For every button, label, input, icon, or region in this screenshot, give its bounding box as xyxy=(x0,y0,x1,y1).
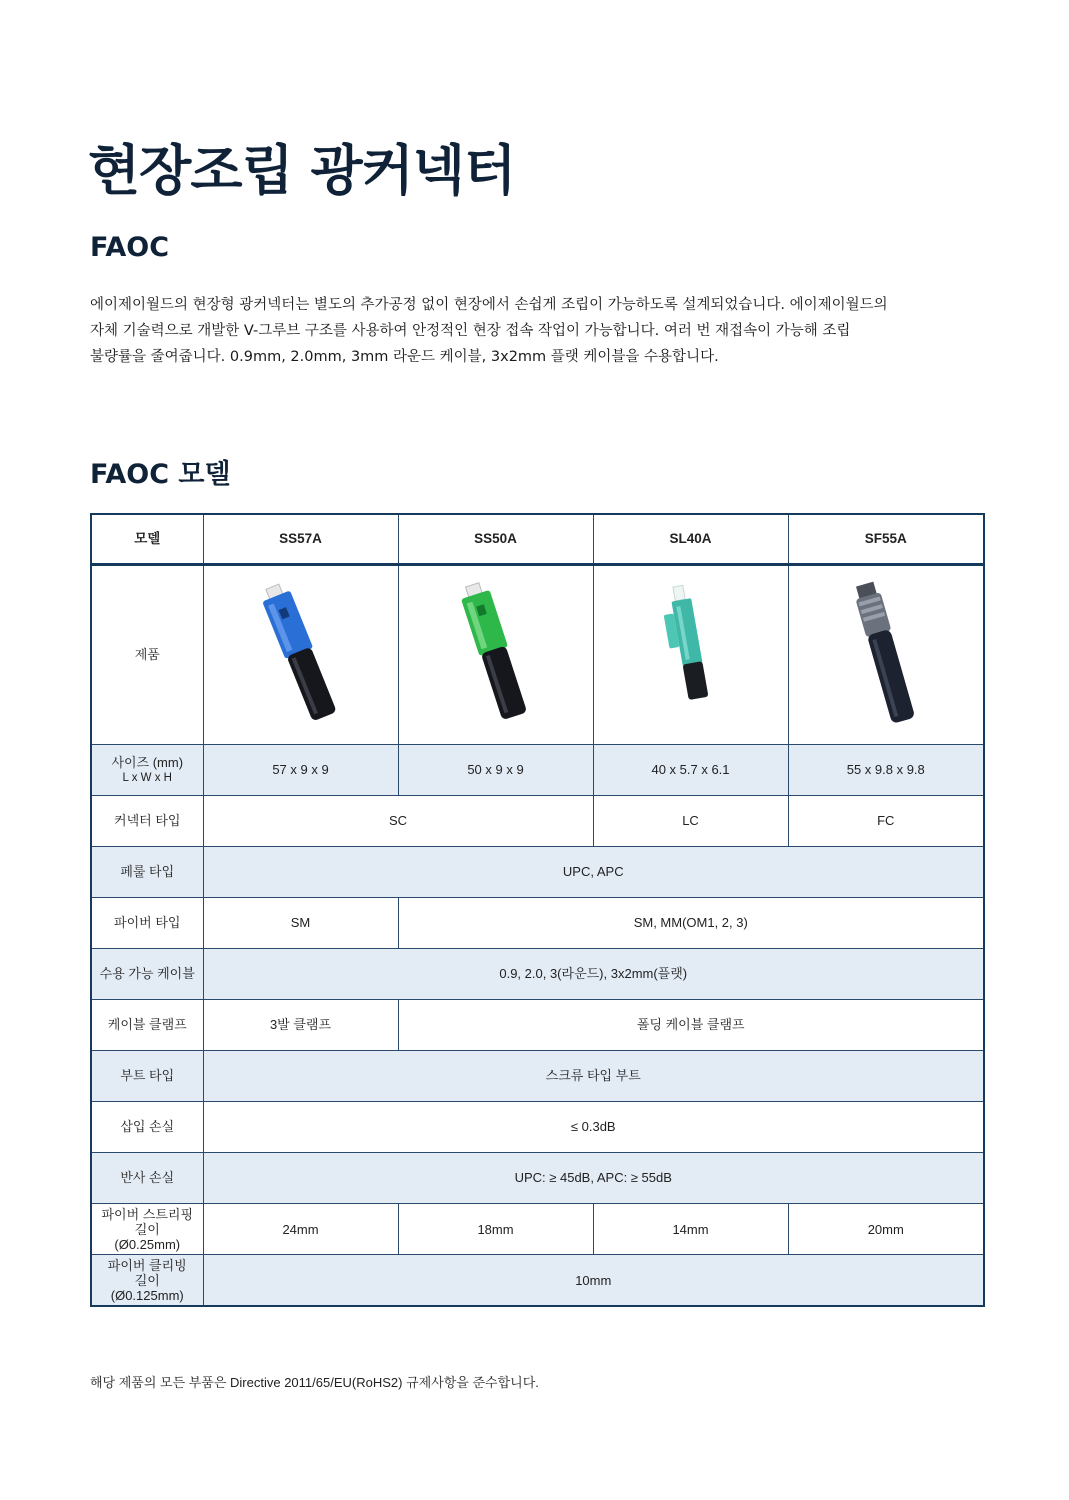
model-header-cell: SS50A xyxy=(398,514,593,565)
spec-table xyxy=(90,513,985,1307)
product-image-cell xyxy=(593,565,788,745)
row-label: 파이버 타입 xyxy=(91,898,203,949)
table-cell: SC xyxy=(203,796,593,847)
label-line: 길이 xyxy=(134,1272,160,1288)
product-image-cell xyxy=(203,565,398,745)
footnote: 해당 제품의 모든 부품은 Directive 2011/65/EU(RoHS2) 규제사항을 준수합니다. xyxy=(90,1375,539,1390)
table-cell: 3발 클램프 xyxy=(203,1000,398,1051)
table-cell: 10mm xyxy=(203,1255,984,1307)
lc-aqua-connector-image xyxy=(631,575,751,735)
table-row-cleave-length xyxy=(91,1255,984,1307)
table-cell: 14mm xyxy=(593,1204,788,1255)
page-title: 현장조립 광커넥터 xyxy=(88,139,516,202)
row-label: 반사 손실 xyxy=(91,1153,203,1204)
table-cell: 20mm xyxy=(788,1204,984,1255)
size-sublabel: L x W x H xyxy=(122,772,172,784)
sc-green-connector-image xyxy=(436,575,556,735)
table-row-strip-length xyxy=(91,1204,984,1255)
table-row-connector-type xyxy=(91,796,984,847)
row-label xyxy=(91,1255,203,1307)
label-line: 파이버 스트리핑 xyxy=(101,1206,194,1222)
intro-paragraph xyxy=(90,292,970,370)
table-row-product xyxy=(91,565,984,745)
fc-dark-connector-image xyxy=(826,575,946,735)
intro-line: 자체 기술력으로 개발한 V-그루브 구조를 사용하여 안정적인 현장 접속 작업이 가능합니다. 여러 번 재접속이 가능해 조립 xyxy=(90,323,851,339)
table-row-cable xyxy=(91,949,984,1000)
table-row-return-loss xyxy=(91,1153,984,1204)
product-image-cell xyxy=(788,565,984,745)
table-cell: LC xyxy=(593,796,788,847)
intro-line: 에이제이월드의 현장형 광커넥터는 별도의 추가공정 없이 현장에서 손쉽게 조립이 가능하도록 설계되었습니다. 에이제이월드의 xyxy=(90,297,888,313)
row-label: 삽입 손실 xyxy=(91,1102,203,1153)
row-label: 부트 타입 xyxy=(91,1051,203,1102)
table-cell: SM xyxy=(203,898,398,949)
table-cell: 50 x 9 x 9 xyxy=(398,745,593,796)
section-heading-faoc: FAOC xyxy=(90,232,170,263)
table-cell: 57 x 9 x 9 xyxy=(203,745,398,796)
table-cell: 0.9, 2.0, 3(라운드), 3x2mm(플랫) xyxy=(203,949,984,1000)
header-label-cell: 모델 xyxy=(91,514,203,565)
table-cell: ≤ 0.3dB xyxy=(203,1102,984,1153)
label-line: 길이 xyxy=(134,1221,160,1237)
model-header-cell: SF55A xyxy=(788,514,984,565)
label-line: (Ø0.125mm) xyxy=(110,1287,184,1303)
row-label xyxy=(91,745,203,796)
table-cell: 40 x 5.7 x 6.1 xyxy=(593,745,788,796)
table-cell: FC xyxy=(788,796,984,847)
row-label: 수용 가능 케이블 xyxy=(91,949,203,1000)
table-cell: 스크류 타입 부트 xyxy=(203,1051,984,1102)
label-line: (Ø0.25mm) xyxy=(114,1236,181,1252)
table-cell: SM, MM(OM1, 2, 3) xyxy=(398,898,984,949)
row-label: 페룰 타입 xyxy=(91,847,203,898)
table-row-insertion-loss xyxy=(91,1102,984,1153)
size-label: 사이즈 (mm) xyxy=(111,755,184,770)
intro-line: 불량률을 줄여줍니다. 0.9mm, 2.0mm, 3mm 라운드 케이블, 3x2mm 플랫 케이블을 수용합니다. xyxy=(90,349,719,365)
product-image-cell xyxy=(398,565,593,745)
table-cell: 폴딩 케이블 클램프 xyxy=(398,1000,984,1051)
table-cell: UPC, APC xyxy=(203,847,984,898)
model-header-cell: SL40A xyxy=(593,514,788,565)
label-line: 파이버 클리빙 xyxy=(107,1257,187,1273)
table-cell: 55 x 9.8 x 9.8 xyxy=(788,745,984,796)
table-row-cable-clamp xyxy=(91,1000,984,1051)
row-label xyxy=(91,1204,203,1255)
table-cell: 24mm xyxy=(203,1204,398,1255)
table-cell: 18mm xyxy=(398,1204,593,1255)
table-row-boot-type xyxy=(91,1051,984,1102)
table-header-row xyxy=(91,514,984,565)
table-row-size xyxy=(91,745,984,796)
section-heading-models: FAOC 모델 xyxy=(90,459,231,490)
row-label: 케이블 클램프 xyxy=(91,1000,203,1051)
row-label: 제품 xyxy=(91,565,203,745)
table-row-fiber-type xyxy=(91,898,984,949)
sc-blue-connector-image xyxy=(241,575,361,735)
row-label: 커넥터 타입 xyxy=(91,796,203,847)
model-header-cell: SS57A xyxy=(203,514,398,565)
table-row-ferrule-type xyxy=(91,847,984,898)
table-cell: UPC: ≥ 45dB, APC: ≥ 55dB xyxy=(203,1153,984,1204)
